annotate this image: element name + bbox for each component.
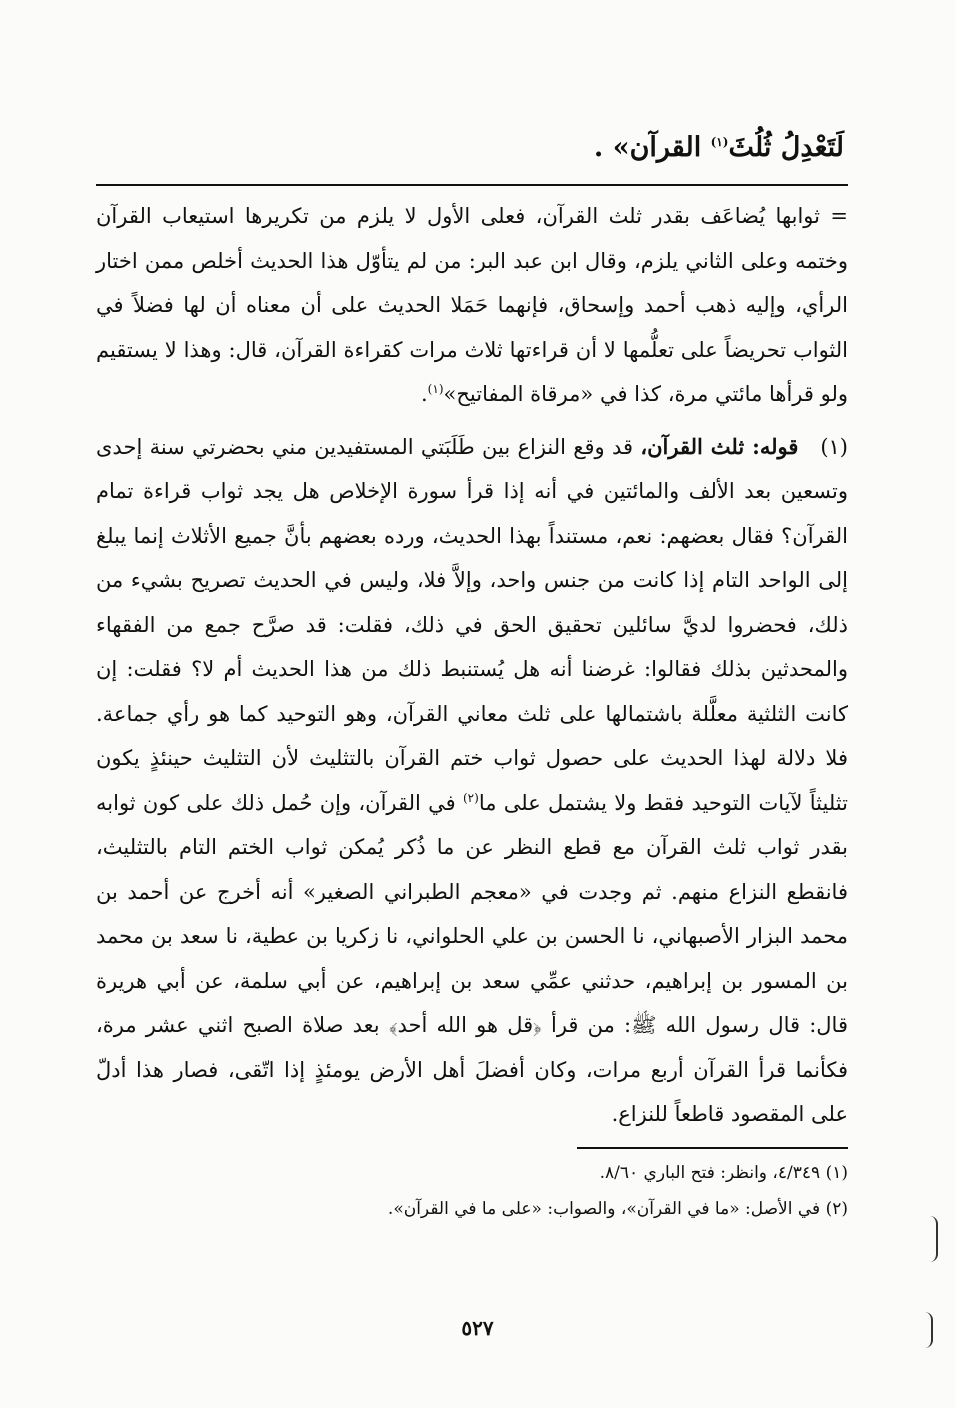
note-lemma: قوله: ثلث القرآن، [640, 433, 799, 459]
page-number: ٥٢٧ [461, 1316, 494, 1340]
footnote-2: (٢) في الأصل: «ما في القرآن»، والصواب: «على ما في القرآن». [387, 1198, 848, 1219]
margin-mark [930, 1216, 938, 1262]
page-body [96, 128, 848, 1227]
footnotes-divider [577, 1147, 848, 1149]
footnote-ref[interactable]: (١) [710, 135, 729, 149]
commentary-continuation: = ثوابها يُضاعَف بقدر ثلث القرآن، فعلى الأول لا يلزم من تكريرها استيعاب القرآن وختمه وعلى الثاني يلزم، وقال ابن عبد البر: من لم يتأوّل هذا الحديث أخلص ممن اختار الرأي، وإليه ذهب أحمد وإسحاق، فإنهما حَمَلا الحديث على أن معناه أن لها فضلاً في الثواب تحريضاً على تعلُّمها لا أن قراءتها ثلاث مرات كقراءة القرآن، قال: وهذا لا يستقيم ولو قرأها مائتي مرة، كذا في «مرقاة المفاتيح»$^{(١)}$. [96, 204, 848, 406]
margin-mark [925, 1312, 933, 1348]
footnote-ref[interactable]: (١) [427, 382, 444, 396]
footnote-1: (١) ٤/٣٤٩، وانظر: فتح الباري ٨/٦٠. [599, 1162, 848, 1183]
hadith-end-heading: لَتَعْدِلُ ثُلُثَ$^{(١)}$ القرآن» . [593, 132, 844, 163]
note-number: (١) [820, 434, 848, 459]
commentary-note: (١) قوله: ثلث القرآن، قد وقع النزاع بين طَلَبَتي المستفيدين مني بحضرتي سنة إحدى وتسعين بعد الألف والمائتين في أنه إذا قرأ سورة الإخلاص هل يجد ثواب قراءة تمام القرآن؟ فقال بعضهم: نعم، مستنداً بهذا الحديث، ورده بعضهم بأنَّ جميع الأثلاث إنما يبلغ إلى الواحد التام إذا كانت من جنس واحد، وإلاَّ فلا، وليس في الحديث تصريح بشيء من ذلك، فحضروا لديَّ سائلين تحقيق الحق في ذلك، فقلت: قد صرَّح جمع من الفقهاء والمحدثين بذلك فقالوا: غرضنا أنه هل يُستنبط ذلك من هذا الحديث أم لا؟ فقلت: إن كانت الثلثية معلَّلة باشتمالها على ثلث معاني القرآن، وهو التوحيد كما هو رأي جماعة. فلا دلالة لهذا الحديث على حصول ثواب ختم القرآن بالتثليث لأن التثليث حينئذٍ يكون تثليثاً لآيات التوحيد فقط ولا يشتمل على ما$^{(٢)}$ في القرآن، وإن حُمل ذلك على كون ثوابه بقدر ثواب ثلث القرآن مع قطع النظر عن ما ذُكر يُمكن ثواب الختم التام بالتثليث، فانقطع النزاع منهم. ثم وجدت في «معجم الطبراني الصغير» أنه أخرج عن أحمد بن محمد البزار الأصبهاني، نا الحسن بن علي الحلواني، نا زكريا بن عطية، نا سعد بن محمد بن المسور بن إبراهيم، حدثني عمِّي سعد بن إبراهيم، عن أبي سلمة، عن أبي هريرة قال: قال رسول الله ﷺ: من قرأ ﴿قل هو الله أحد﴾ بعد صلاة الصبح اثني عشر مرة، فكأنما قرأ القرآن أربع مرات، وكان أفضلَ أهل الأرض يومئذٍ إذا اتّقى، فصار هذا أدلّ على المقصود قاطعاً للنزاع. [96, 433, 848, 1126]
footnote-divider [96, 184, 848, 186]
footnote-ref[interactable]: (٢) [462, 790, 479, 805]
